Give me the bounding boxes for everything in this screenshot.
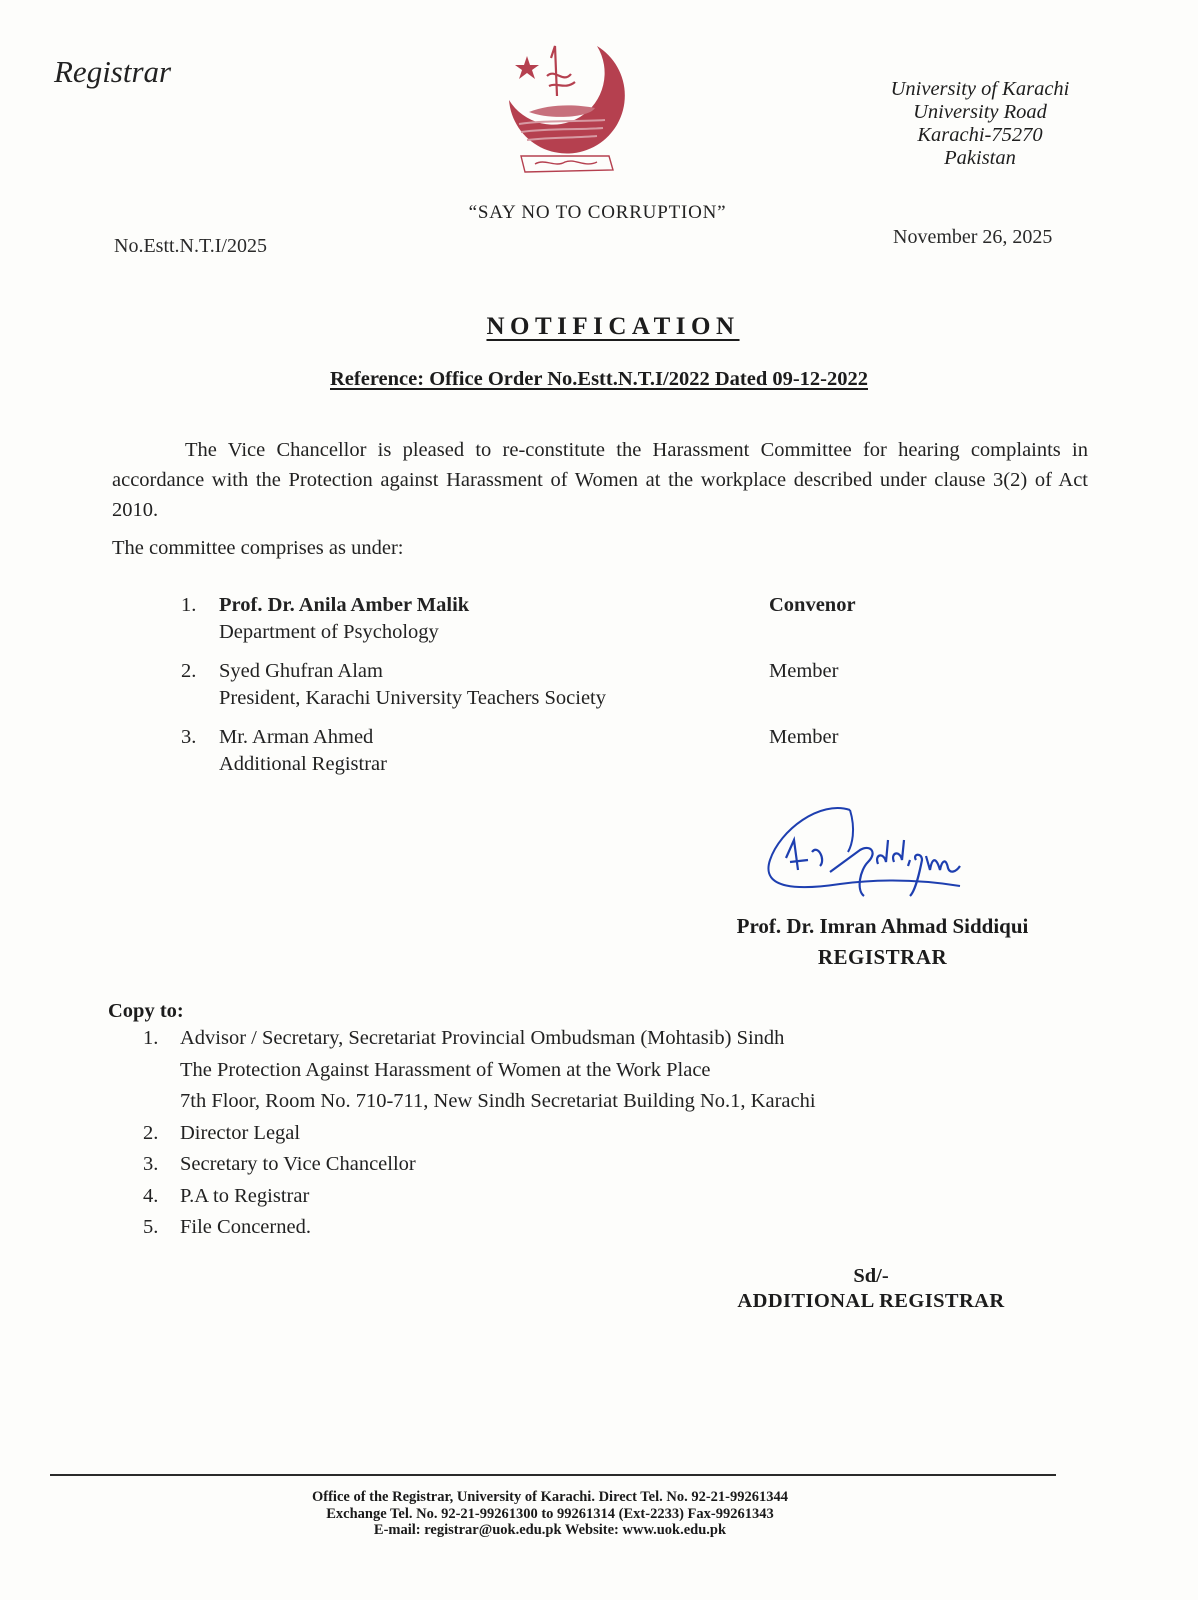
member-name: Mr. Arman Ahmed xyxy=(219,726,374,748)
copy-to-heading: Copy to: xyxy=(108,1000,184,1022)
copy-item-line: Director Legal xyxy=(180,1121,301,1144)
copy-item-line: 7th Floor, Room No. 710-711, New Sindh Secretariat Building No.1, Karachi xyxy=(180,1090,816,1112)
member-name: Syed Ghufran Alam xyxy=(219,660,383,682)
address-line: Karachi-75270 xyxy=(917,124,1043,146)
copy-item-number: 2. xyxy=(143,1121,159,1144)
document-date: November 26, 2025 xyxy=(893,226,1053,248)
footer-line: Exchange Tel. No. 92-21-99261300 to 99261314 (Ext-2233) Fax-99261343 xyxy=(326,1505,774,1522)
copy-to-item xyxy=(143,1212,816,1244)
footer-line: Office of the Registrar, University of Karachi. Direct Tel. No. 92-21-99261344 xyxy=(312,1489,788,1505)
copy-item-number: 1. xyxy=(143,1027,159,1049)
notification-body: The Vice Chancellor is pleased to re-constitute the Harassment Committee for hearing complaints in accordance with the Protection against Harassment of Women at the workplace described under clause 3(2) of Act 2010. xyxy=(112,439,1088,521)
copy-to-item xyxy=(143,1023,816,1118)
slogan: “SAY NO TO CORRUPTION” xyxy=(468,202,727,223)
copy-to-item xyxy=(143,1181,816,1213)
member-designation: Additional Registrar xyxy=(219,753,387,775)
committee-intro: The committee comprises as under: xyxy=(112,537,404,559)
member-name: Prof. Dr. Anila Amber Malik xyxy=(219,594,470,616)
reference-number: No.Estt.N.T.I/2025 xyxy=(114,235,267,257)
university-logo xyxy=(505,38,635,183)
office-order-reference xyxy=(0,368,1198,391)
footer-contact xyxy=(200,1489,900,1539)
office-order-reference-text: Reference: Office Order No.Estt.N.T.I/2022 Dated 09-12-2022 xyxy=(330,368,868,390)
address-line: University of Karachi xyxy=(890,78,1070,100)
member-designation: Department of Psychology xyxy=(219,621,439,643)
copy-item-number: 5. xyxy=(143,1216,159,1238)
copy-item-number: 4. xyxy=(143,1184,159,1207)
copy-to-item xyxy=(143,1149,816,1181)
copy-to-list xyxy=(143,1023,816,1244)
copy-item-number: 3. xyxy=(143,1153,159,1175)
footer-divider xyxy=(50,1474,1056,1476)
footer-line: E-mail: registrar@uok.edu.pk Website: www.uok.edu.pk xyxy=(373,1522,727,1538)
signed-mark: Sd/- xyxy=(853,1265,889,1287)
member-number: 3. xyxy=(181,726,197,748)
signatory-title: REGISTRAR xyxy=(817,945,948,969)
member-role: Member xyxy=(769,726,839,748)
notification-title-text: NOTIFICATION xyxy=(486,313,740,340)
copy-item-line: P.A to Registrar xyxy=(180,1184,310,1207)
university-of-karachi-crescent-star-logo-icon xyxy=(505,38,635,183)
member-role: Convenor xyxy=(769,594,856,616)
copy-item-line: The Protection Against Harassment of Women at the Work Place xyxy=(180,1058,711,1081)
address-line: Pakistan xyxy=(944,147,1016,169)
copy-item-line: Advisor / Secretary, Secretariat Provincial Ombudsman (Mohtasib) Sindh xyxy=(180,1027,785,1049)
copy-to-item xyxy=(143,1118,816,1150)
copy-item-line: File Concerned. xyxy=(180,1216,311,1238)
member-number: 2. xyxy=(181,660,197,682)
notification-title xyxy=(0,313,1198,341)
office-heading: Registrar xyxy=(54,54,172,89)
additional-registrar-title: ADDITIONAL REGISTRAR xyxy=(737,1290,1005,1312)
university-address xyxy=(855,78,1105,170)
address-line: University Road xyxy=(913,101,1047,123)
copy-item-line: Secretary to Vice Chancellor xyxy=(180,1153,416,1175)
member-designation: President, Karachi University Teachers Society xyxy=(219,687,606,709)
member-number: 1. xyxy=(181,594,197,616)
signatory-name: Prof. Dr. Imran Ahmad Siddiqui xyxy=(736,914,1029,938)
member-role: Member xyxy=(769,660,839,682)
